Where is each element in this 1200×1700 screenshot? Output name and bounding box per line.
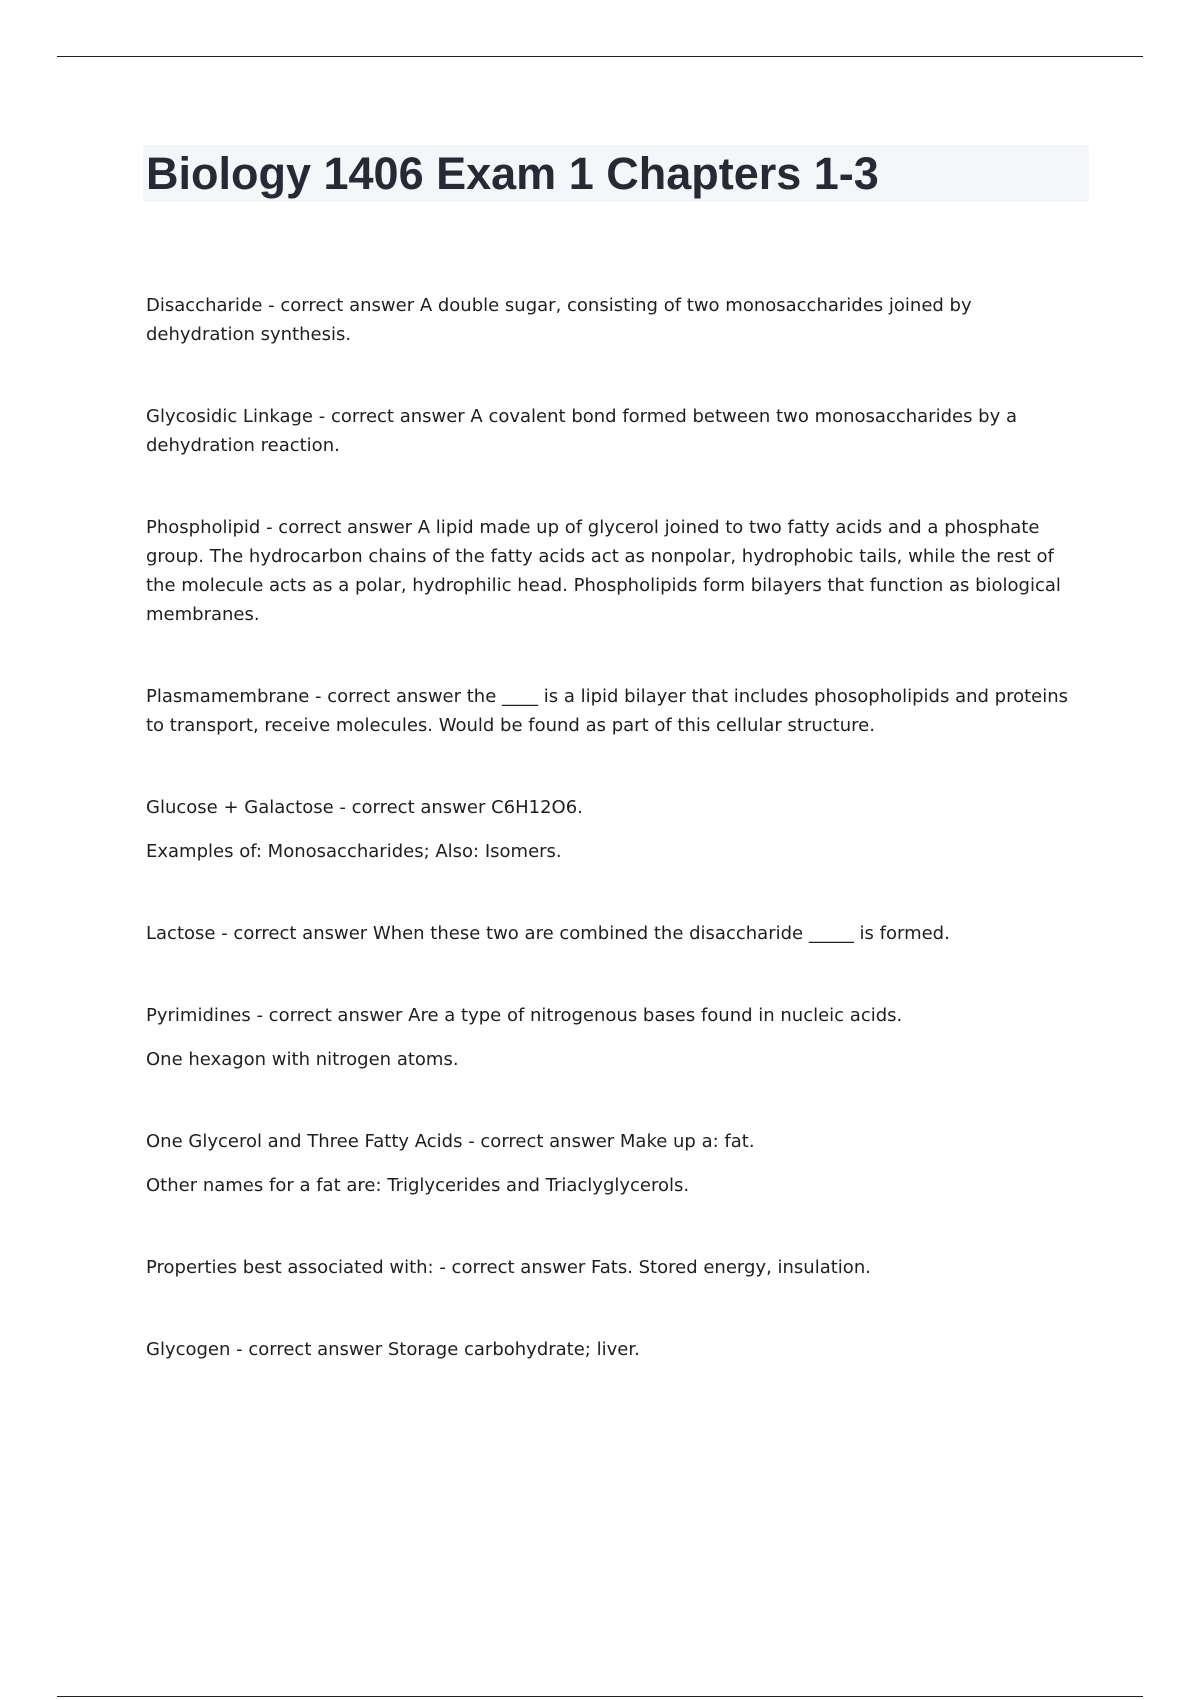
page-title: Biology 1406 Exam 1 Chapters 1-3 [146, 148, 879, 199]
qa-text: Glycogen - correct answer Storage carbohydrate; liver. [146, 1339, 640, 1360]
qa-entry-glycerol-fatty-acids [146, 1127, 1086, 1200]
qa-entry-properties [146, 1253, 1086, 1282]
header-rule [57, 56, 1143, 57]
qa-text: Properties best associated with: - correct answer Fats. Stored energy, insulation. [146, 1257, 871, 1278]
qa-text: Disaccharide - correct answer A double sugar, consisting of two monosaccharides joined by dehydration synthesis. [146, 295, 972, 345]
qa-text: Plasmamembrane - correct answer the ____ is a lipid bilayer that includes phosopholipids and proteins to transport, receive molecules. Would be found as part of this cellular structure. [146, 686, 1069, 736]
qa-text: Pyrimidines - correct answer Are a type of nitrogenous bases found in nucleic acids. [146, 1005, 903, 1026]
qa-entry-glycogen [146, 1335, 1086, 1364]
qa-entry-glycosidic-linkage [146, 402, 1086, 460]
qa-list [146, 291, 1086, 1417]
qa-text: Glycosidic Linkage - correct answer A covalent bond formed between two monosaccharides by a dehydration reaction. [146, 406, 1018, 456]
qa-text: Phospholipid - correct answer A lipid made up of glycerol joined to two fatty acids and a phosphate group. The hydrocarbon chains of the fatty acids act as nonpolar, hydrophobic tails, while the rest of the molecule acts as a polar, hydrophilic head. Phospholipids form bilayers that function as biological membranes. [146, 517, 1061, 625]
qa-text: Lactose - correct answer When these two are combined the disaccharide _____ is formed. [146, 923, 950, 944]
qa-entry-pyrimidines [146, 1001, 1086, 1074]
qa-entry-glucose-galactose [146, 793, 1086, 866]
qa-entry-disaccharide [146, 291, 1086, 349]
qa-text: One Glycerol and Three Fatty Acids - correct answer Make up a: fat. [146, 1131, 755, 1152]
qa-text: Glucose + Galactose - correct answer C6H12O6. [146, 797, 583, 818]
qa-entry-lactose [146, 919, 1086, 948]
qa-entry-phospholipid [146, 513, 1086, 629]
qa-text-extra: Other names for a fat are: Triglycerides and Triaclyglycerols. [146, 1175, 690, 1196]
qa-text-extra: Examples of: Monosaccharides; Also: Isomers. [146, 841, 562, 862]
footer-rule [57, 1696, 1143, 1697]
qa-text-extra: One hexagon with nitrogen atoms. [146, 1049, 459, 1070]
qa-entry-plasmamembrane [146, 682, 1086, 740]
